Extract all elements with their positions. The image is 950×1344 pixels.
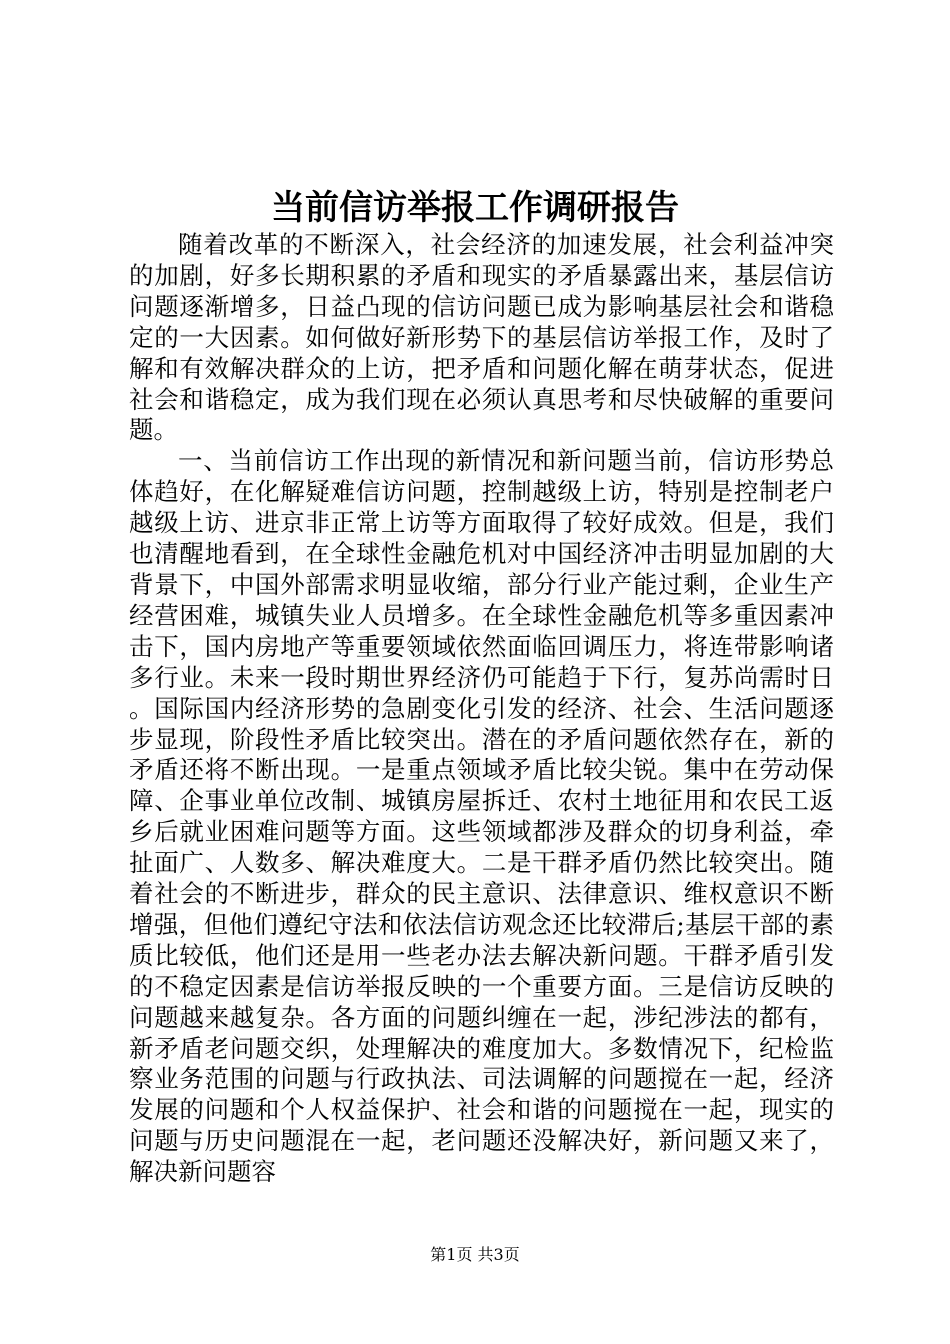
paragraph-section-one: 一、当前信访工作出现的新情况和新问题当前，信访形势总体趋好，在化解疑难信访问题，控制越级上访，特别是控制老户越级上访、进京非正常上访等方面取得了较好成效。但是，我们也清醒地看到，在全球性金融危机对中国经济冲击明显加剧的大背景下，中国外部需求明显收缩，部分行业产能过剩，企业生产经营困难，城镇失业人员增多。在全球性金融危机等多重因素冲击下，国内房地产等重要领域依然面临回调压力，将连带影响诸多行业。未来一段时期世界经济仍可能趋于下行，复苏尚需时日。国际国内经济形势的急剧变化引发的经济、社会、生活问题逐步显现，阶段性矛盾比较突出。潜在的矛盾问题依然存在，新的矛盾还将不断出现。一是重点领域矛盾比较尖锐。集中在劳动保障、企事业单位改制、城镇房屋拆迁、农村土地征用和农民工返乡后就业困难问题等方面。这些领域都涉及群众的切身利益，牵扯面广、人数多、解决难度大。二是干群矛盾仍然比较突出。随着社会的不断进步，群众的民主意识、法律意识、维权意识不断增强，但他们遵纪守法和依法信访观念还比较滞后;基层干部的素质比较低，他们还是用一些老办法去解决新问题。干群矛盾引发的不稳定因素是信访举报反映的一个重要方面。三是信访反映的问题越来越复杂。各方面的问题纠缠在一起，涉纪涉法的都有，新矛盾老问题交织，处理解决的难度加大。多数情况下，纪检监察业务范围的问题与行政执法、司法调解的问题搅在一起，经济发展的问题和个人权益保护、社会和谐的问题搅在一起，现实的问题与历史问题混在一起，老问题还没解决好，新问题又来了，解决新问题容: [129, 446, 834, 1187]
page-number-footer: 第1页 共3页: [430, 1245, 520, 1264]
document-body: [129, 230, 834, 1188]
document-title: 当前信访举报工作调研报告: [271, 188, 679, 228]
paragraph-intro: 随着改革的不断深入，社会经济的加速发展，社会利益冲突的加剧，好多长期积累的矛盾和现实的矛盾暴露出来，基层信访问题逐渐增多，日益凸现的信访问题已成为影响基层社会和谐稳定的一大因素。如何做好新形势下的基层信访举报工作，及时了解和有效解决群众的上访，把矛盾和问题化解在萌芽状态，促进社会和谐稳定，成为我们现在必须认真思考和尽快破解的重要问题。: [129, 230, 834, 445]
